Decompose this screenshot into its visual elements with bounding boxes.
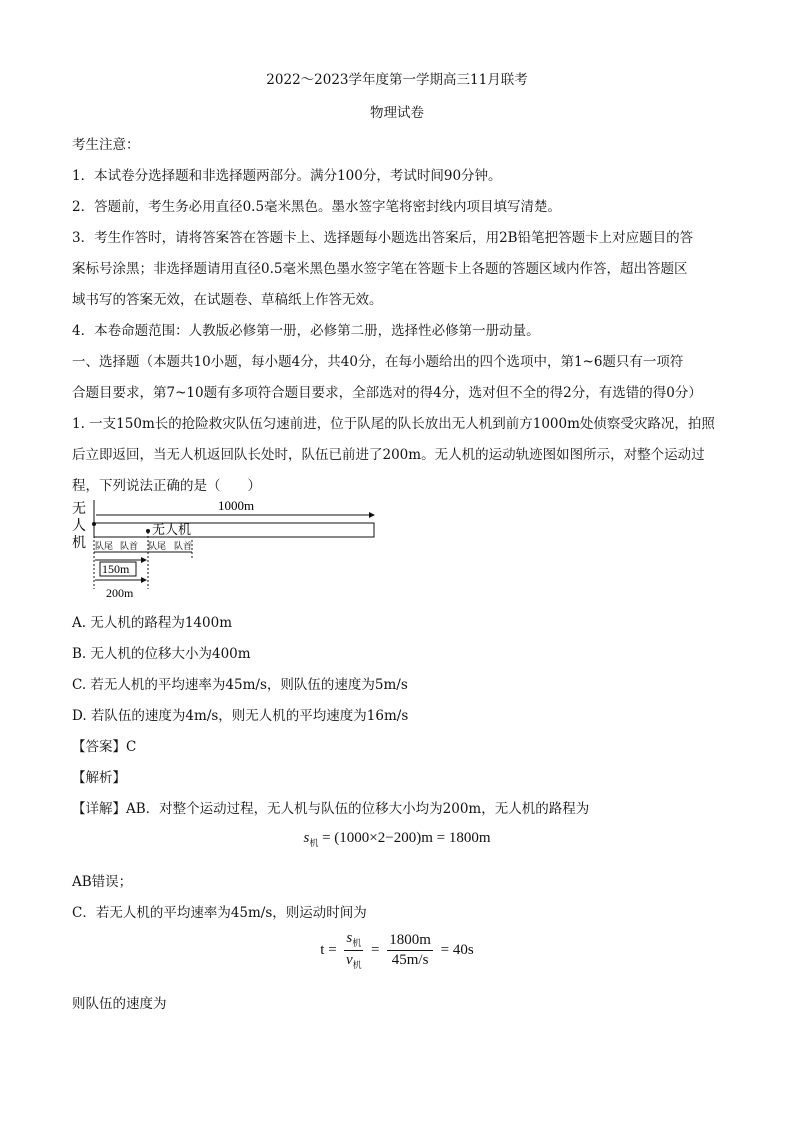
section-heading: 合题目要求，第7~10题有多项符合题目要求，全部选对的得4分，选对但不全的得2分，有选错的得0分） bbox=[72, 385, 702, 401]
option-b: B. 无人机的位移大小为400m bbox=[72, 646, 251, 662]
answer-value: C bbox=[126, 739, 137, 755]
uav-label-char: 人 bbox=[72, 519, 86, 534]
notice-item: 域书写的答案无效，在试题卷、草稿纸上作答无效。 bbox=[72, 292, 383, 308]
exam-title: 2022～2023学年度第一学期高三11月联考 bbox=[266, 72, 528, 88]
question-text: 1. 一支150m长的抢险救灾队伍匀速前进，位于队尾的队长放出无人机到前方1000m处侦察受灾路况，拍照 bbox=[72, 416, 715, 432]
notice-heading: 考生注意： bbox=[72, 137, 140, 153]
notice-item: 1．本试卷分选择题和非选择题两部分。满分100分，考试时间90分钟。 bbox=[72, 168, 502, 184]
c-analysis: C．若无人机的平均速率为45m/s，则运动时间为 bbox=[72, 905, 367, 921]
team-tail-label: 队尾 bbox=[95, 541, 114, 551]
uav-trajectory-diagram bbox=[68, 496, 388, 608]
detail-line bbox=[72, 797, 589, 817]
equation-path: $s_机 = (1000\times 2-200)m = 1800m$ bbox=[303, 830, 491, 848]
team-head-label: 队首 bbox=[120, 541, 139, 551]
equation-time: t = $\frac{s_机}{v_机}$ = $\frac{1800m}{45m/s}$ = 40s bbox=[320, 930, 474, 970]
answer-label: 【答案】 bbox=[72, 739, 126, 755]
uav-label-char: 无 bbox=[72, 502, 86, 517]
analysis-label: 【解析】 bbox=[72, 770, 126, 786]
notice-item: 案标号涂黑；非选择题请用直径0.5毫米黑色墨水签字笔在答题卡上各题的答题区域内作答，超出答题区 bbox=[72, 261, 688, 277]
notice-item: 4．本卷命题范围：人教版必修第一册，必修第二册，选择性必修第一册动量。 bbox=[72, 323, 540, 339]
answer-line bbox=[72, 735, 136, 755]
notice-item: 2．答题前，考生务必用直径0.5毫米黑色。墨水签字笔将密封线内项目填写清楚。 bbox=[72, 199, 562, 215]
team-tail-label: 队尾 bbox=[148, 541, 167, 551]
ab-wrong: AB错误； bbox=[72, 874, 133, 890]
question-text: 程，下列说法正确的是（ ） bbox=[72, 478, 261, 494]
detail-label: 【详解】 bbox=[72, 801, 126, 817]
option-c: C. 若无人机的平均速率为45m/s，则队伍的速度为5m/s bbox=[72, 677, 408, 693]
dim-1000-label: 1000m bbox=[218, 498, 255, 513]
section-heading: 一、选择题（本题共10小题，每小题4分，共40分，在每小题给出的四个选项中，第1~6题只有一项符 bbox=[72, 354, 684, 370]
dim-200-label: 200m bbox=[106, 586, 134, 600]
detail-text: AB．对整个运动过程，无人机与队伍的位移大小均为200m，无人机的路程为 bbox=[126, 801, 590, 817]
notice-item: 3．考生作答时，请将答案答在答题卡上、选择题每小题选出答案后，用2B铅笔把答题卡上对应题目的答 bbox=[72, 230, 694, 246]
option-d: D. 若队伍的速度为4m/s，则无人机的平均速度为16m/s bbox=[72, 708, 409, 724]
option-a: A. 无人机的路程为1400m bbox=[72, 615, 232, 631]
team-speed-line: 则队伍的速度为 bbox=[72, 996, 167, 1012]
uav-box-label: 无人机 bbox=[152, 522, 192, 537]
flight-path-box bbox=[94, 523, 374, 537]
dim-150-label: 150m bbox=[102, 562, 130, 576]
team-head-label: 队首 bbox=[174, 541, 193, 551]
uav-label-char: 机 bbox=[72, 536, 86, 551]
exam-subtitle: 物理试卷 bbox=[370, 105, 424, 121]
question-text: 后立即返回，当无人机返回队长处时，队伍已前进了200m。无人机的运动轨迹图如图所示，对整个运动过 bbox=[72, 447, 705, 463]
